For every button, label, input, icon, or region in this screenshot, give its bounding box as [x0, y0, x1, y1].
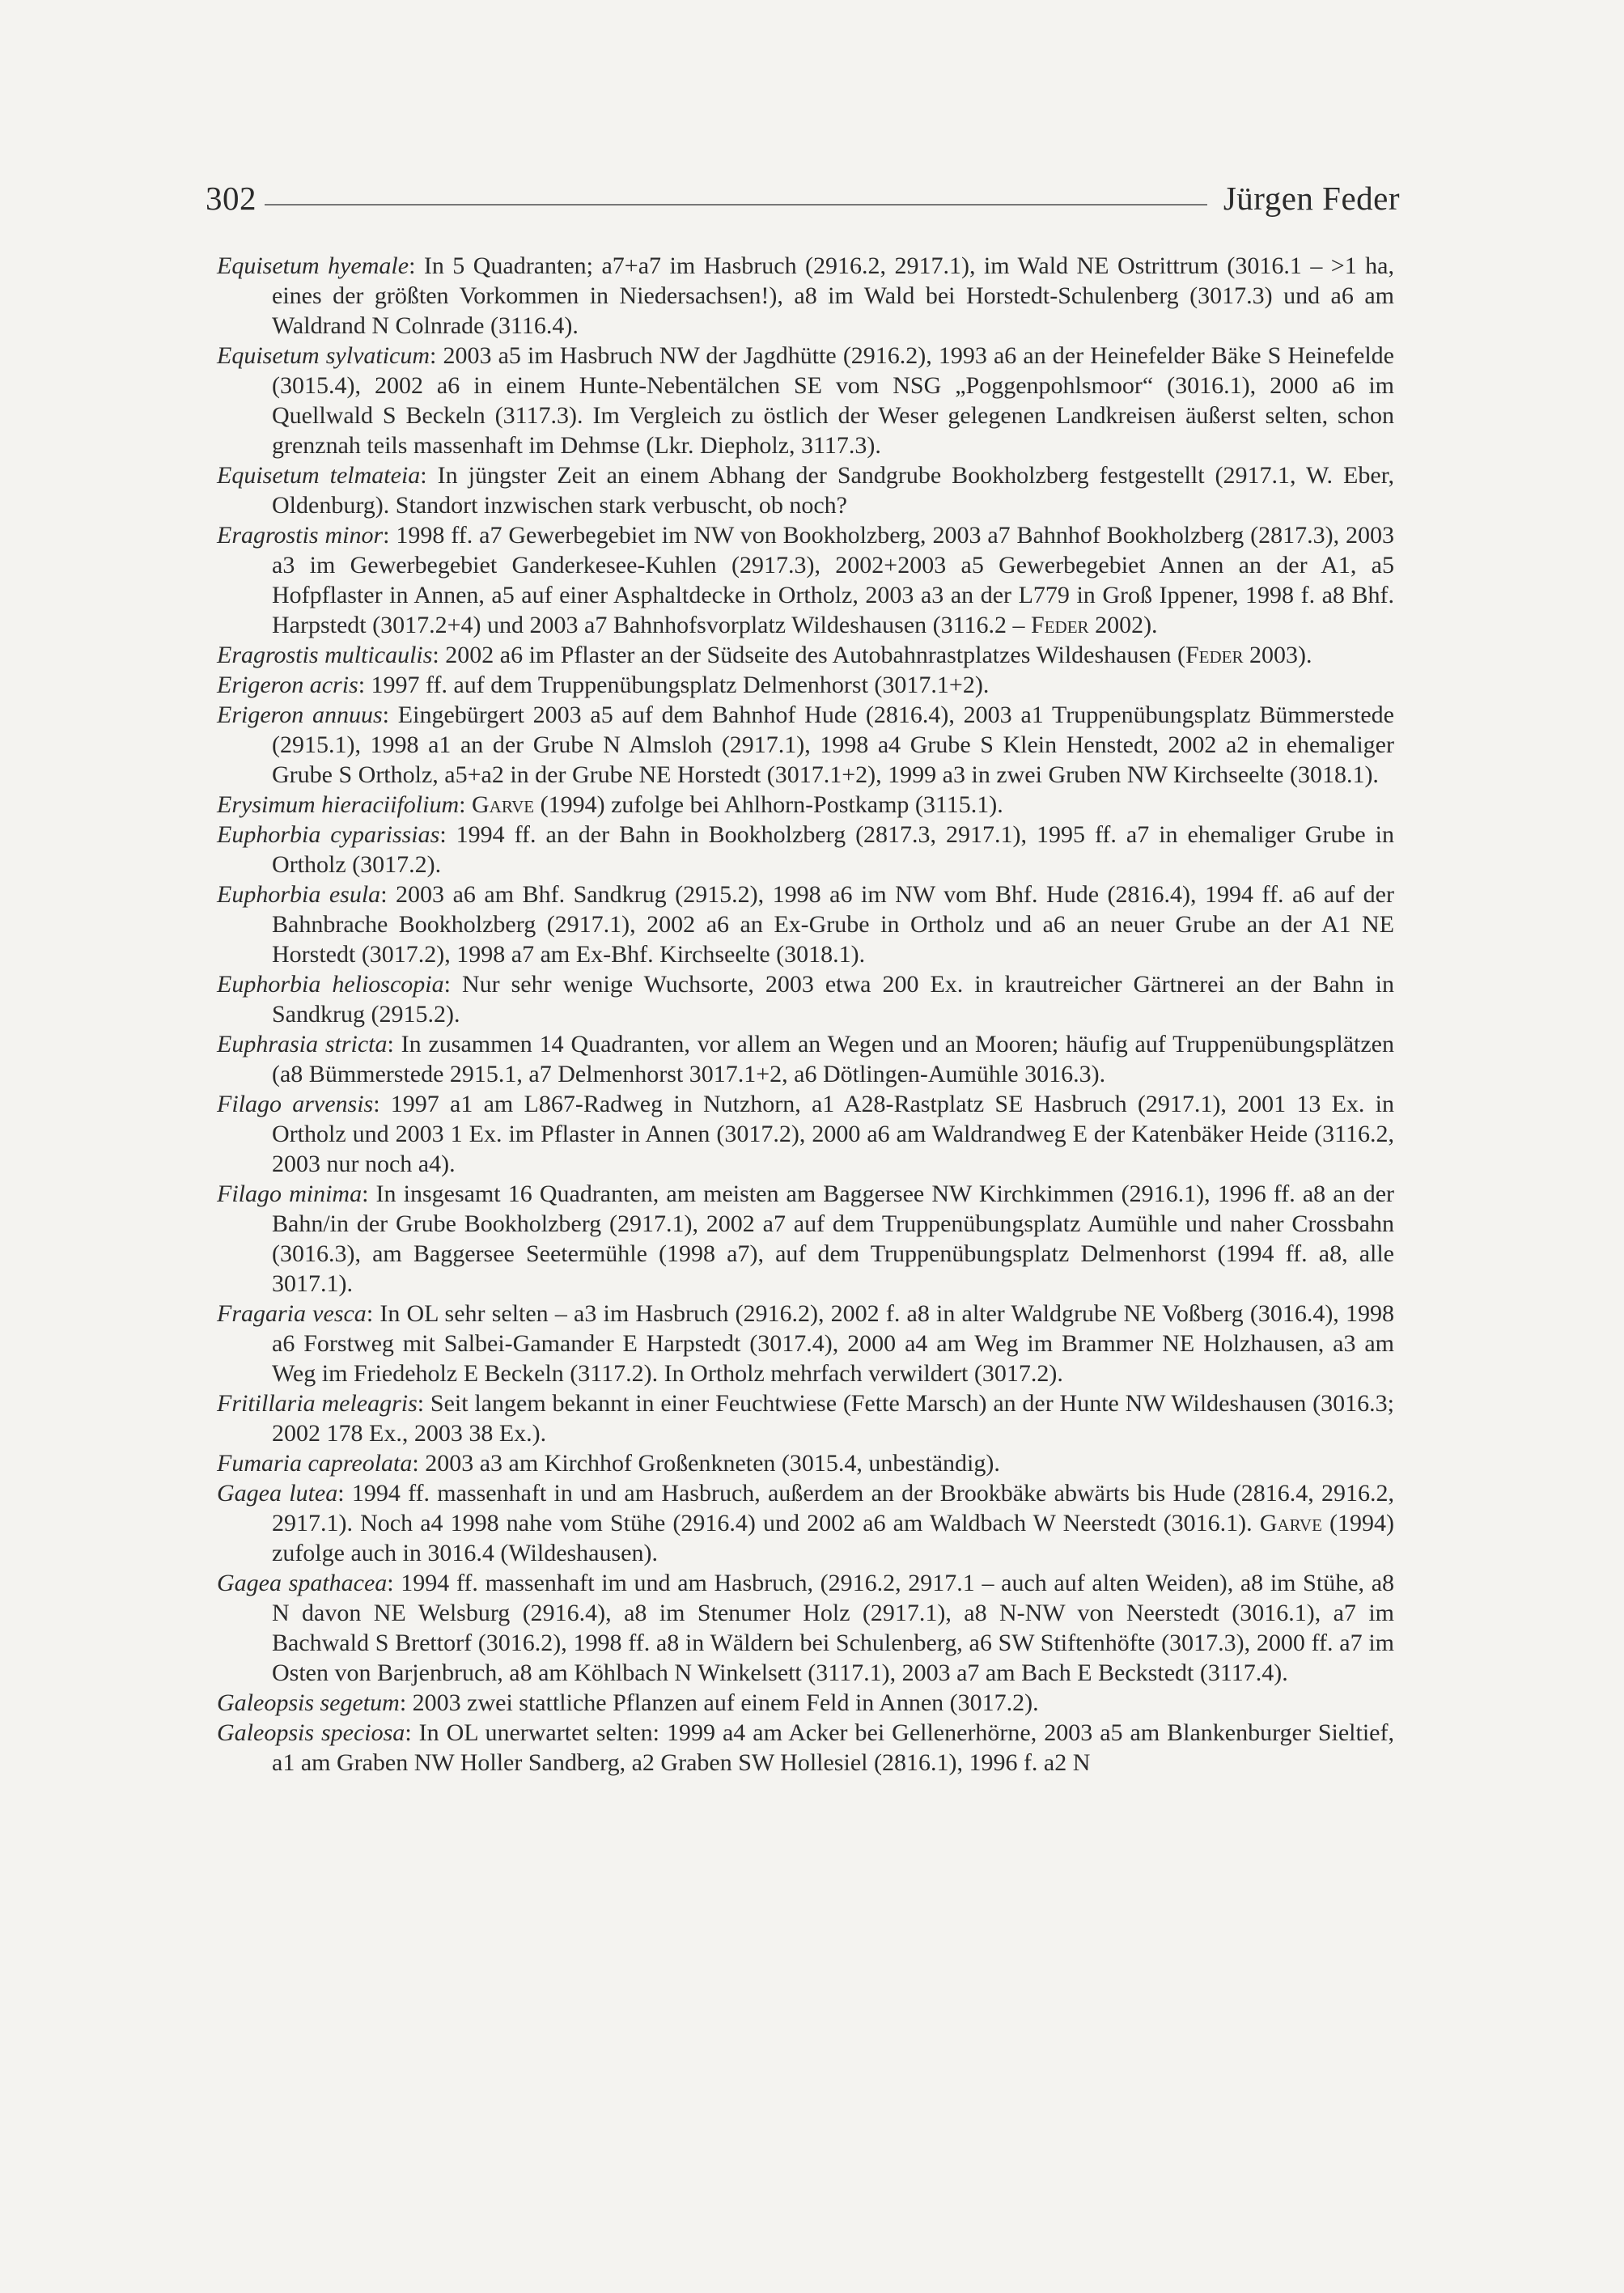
species-name: Fragaria vesca [217, 1300, 367, 1327]
species-name: Euphorbia helioscopia [217, 971, 444, 998]
species-entry [217, 460, 1394, 520]
entry-text: : 1997 ff. auf dem Truppenübungsplatz Delmenhorst (3017.1+2). [358, 672, 990, 698]
header-rule [265, 204, 1207, 206]
species-entry [217, 1299, 1394, 1388]
entry-text: : Seit langem bekannt in einer Feuchtwiese (Fette Marsch) an der Hunte NW Wildeshausen (3016.3; 2002 178 Ex., 2003 38 Ex.). [272, 1390, 1395, 1447]
species-entry [217, 820, 1394, 879]
page-number: 302 [206, 180, 257, 217]
entry-text: : 1997 a1 am L867-Radweg in Nutzhorn, a1 A28-Rastplatz SE Hasbruch (2917.1), 2001 13 Ex. in Ortholz und 2003 1 Ex. im Pflaster in Annen (3017.2), 2000 a6 am Waldrandweg E der Katenbäker Heide (3116.2, 2003 nur noch a4). [272, 1091, 1394, 1177]
species-entry [217, 1089, 1394, 1179]
author-name: Jürgen Feder [1223, 180, 1400, 217]
species-name: Gagea spathacea [217, 1570, 388, 1596]
entry-text: : In zusammen 14 Quadranten, vor allem an Wegen und an Mooren; häufig auf Truppenübungsplätzen (a8 Bümmerstede 2915.1, a7 Delmenhorst 3017.1+2, a6 Dötlingen-Aumühle 3016.3). [272, 1031, 1394, 1087]
entry-text: : 2002 a6 im Pflaster an der Südseite des Autobahnrastplatzes Wildeshausen ( [432, 642, 1185, 668]
species-name: Erysimum hieraciifolium [217, 791, 460, 818]
species-entry [217, 1179, 1394, 1299]
species-entry [217, 670, 1394, 700]
entry-text: : 1994 ff. an der Bahn in Bookholzberg (2817.3, 2917.1), 1995 ff. a7 in ehemaliger Grube in Ortholz (3017.2). [272, 821, 1394, 878]
species-name: Fritillaria meleagris [217, 1390, 418, 1417]
running-header [206, 160, 1400, 217]
species-entry [217, 1688, 1394, 1718]
entry-text: : 2003 a3 am Kirchhof Großenkneten (3015.4, unbeständig). [412, 1450, 1000, 1477]
entry-text: : In insgesamt 16 Quadranten, am meisten am Baggersee NW Kirchkimmen (2916.1), 1996 ff. a8 an der Bahn/in der Grube Bookholzberg (2917.1), 2002 a7 auf dem Truppenübungsplatz Aumühle und naher Crossbahn (3016.3), am Baggersee Seetermühle (1998 a7), auf dem Truppenübungsplatz Delmenhorst (1994 ff. a8, alle 3017.1). [272, 1180, 1395, 1297]
cited-author: Feder [1185, 642, 1244, 668]
species-name: Galeopsis speciosa [217, 1719, 405, 1746]
species-entry [217, 1448, 1394, 1478]
species-entry [217, 700, 1394, 790]
species-entry [217, 251, 1394, 341]
entry-text: : 1994 ff. massenhaft im und am Hasbruch, (2916.2, 2917.1 – auch auf alten Weiden), a8 im Stühe, a8 N davon NE Welsburg (2916.4), a8 im Stenumer Holz (2917.1), a8 N-NW von Neerstedt (3016.1), a7 im Bachwald S Brettorf (3016.2), 1998 ff. a8 in Wäldern bei Schulenberg, a6 SW Stiftenhöfte (3017.3), 2000 ff. a7 im Osten von Barjenbruch, a8 am Köhlbach N Winkelsett (3117.1), 2003 a7 am Bach E Beckstedt (3117.4). [272, 1570, 1395, 1686]
species-name: Erigeron annuus [217, 701, 383, 728]
species-name: Gagea lutea [217, 1480, 338, 1507]
species-name: Equisetum sylvaticum [217, 342, 430, 369]
species-entry [217, 520, 1394, 640]
species-entry [217, 1029, 1394, 1089]
entry-text: : In 5 Quadranten; a7+a7 im Hasbruch (2916.2, 2917.1), im Wald NE Ostrittrum (3016.1 – >1 ha, eines der größten Vorkommen in Niedersachsen!), a8 im Wald bei Horstedt-Schulenberg (3017.3) und a6 am Waldrand N Colnrade (3116.4). [272, 252, 1394, 339]
cited-author: Garve [471, 791, 535, 818]
species-name: Eragrostis minor [217, 522, 384, 549]
species-name: Euphorbia cyparissias [217, 821, 440, 848]
entry-text: : In OL unerwartet selten: 1999 a4 am Acker bei Gellenerhörne, 2003 a5 am Blankenburger Sieltief, a1 am Graben NW Holler Sandberg, a2 Graben SW Hollesiel (2816.1), 1996 f. a2 N [272, 1719, 1394, 1776]
entry-text-continued: (1994) zufolge bei Ahlhorn-Postkamp (3115.1). [534, 791, 1003, 818]
species-entry [217, 790, 1394, 820]
entry-text: : 2003 zwei stattliche Pflanzen auf einem Feld in Annen (3017.2). [399, 1689, 1039, 1716]
cited-author: Feder [1031, 612, 1089, 638]
species-entry [217, 969, 1394, 1029]
species-name: Eragrostis multicaulis [217, 642, 433, 668]
species-entries [217, 251, 1394, 1778]
entry-text: : Nur sehr wenige Wuchsorte, 2003 etwa 200 Ex. in krautreicher Gärtnerei an der Bahn in Sandkrug (2915.2). [272, 971, 1394, 1028]
species-name: Erigeron acris [217, 672, 358, 698]
entry-text: : 1998 ff. a7 Gewerbegebiet im NW von Bookholzberg, 2003 a7 Bahnhof Bookholzberg (2817.3), 2003 a3 im Gewerbegebiet Ganderkesee-Kuhlen (2917.3), 2002+2003 a5 Gewerbegebiet Annen an der A1, a5 Hofpflaster in Annen, a5 auf einer Asphaltdecke in Ortholz, 2003 a3 an der L779 in Groß Ippener, 1998 f. a8 Bhf. Harpstedt (3017.2+4) und 2003 a7 Bahnhofsvorplatz Wildeshausen (3116.2 – [272, 522, 1394, 638]
species-name: Fumaria capreolata [217, 1450, 413, 1477]
entry-text-continued: 2003). [1243, 642, 1312, 668]
species-name: Galeopsis segetum [217, 1689, 400, 1716]
entry-text: : 2003 a6 am Bhf. Sandkrug (2915.2), 1998 a6 im NW vom Bhf. Hude (2816.4), 1994 ff. a6 auf der Bahnbrache Bookholzberg (2917.1), 2002 a6 an Ex-Grube in Ortholz und a6 an neuer Grube an der A1 NE Horstedt (3017.2), 1998 a7 am Ex-Bhf. Kirchseelte (3018.1). [272, 881, 1394, 968]
entry-text: : In jüngster Zeit an einem Abhang der Sandgrube Bookholzberg festgestellt (2917.1, W. Eber, Oldenburg). Standort inzwischen stark verbuscht, ob noch? [272, 462, 1394, 519]
entry-text: : [459, 791, 472, 818]
species-entry [217, 1478, 1394, 1568]
entry-text: : 2003 a5 im Hasbruch NW der Jagdhütte (2916.2), 1993 a6 an der Heinefelder Bäke S Heinefelde (3015.4), 2002 a6 in einem Hunte-Nebentälchen SE vom NSG „Poggenpohlsmoor“ (3016.1), 2000 a6 im Quellwald S Beckeln (3117.3). Im Vergleich zu östlich der Weser gelegenen Landkreisen äußerst selten, schon grenznah teils massenhaft im Dehmse (Lkr. Diepholz, 3117.3). [272, 342, 1394, 459]
entry-text-continued: 2002). [1088, 612, 1158, 638]
entry-text: : In OL sehr selten – a3 im Hasbruch (2916.2), 2002 f. a8 in alter Waldgrube NE Voßberg (3016.4), 1998 a6 Forstweg mit Salbei-Gamander E Harpstedt (3017.4), 2000 a4 am Weg im Brammer NE Holzhausen, a3 am Weg im Friedeholz E Beckeln (3117.2). In Ortholz mehrfach verwildert (3017.2). [272, 1300, 1394, 1387]
species-name: Equisetum hyemale [217, 252, 409, 279]
species-entry [217, 879, 1394, 969]
species-entry [217, 1718, 1394, 1778]
species-name: Equisetum telmateia [217, 462, 421, 489]
species-name: Filago arvensis [217, 1091, 374, 1117]
species-name: Euphrasia stricta [217, 1031, 388, 1057]
entry-text: : 1994 ff. massenhaft in und am Hasbruch, außerdem an der Brookbäke abwärts bis Hude (2816.4, 2916.2, 2917.1). Noch a4 1998 nahe vom Stühe (2916.4) und 2002 a6 am Waldbach W Neerstedt (3016.1). [272, 1480, 1394, 1536]
species-entry [217, 1388, 1394, 1448]
species-entry [217, 341, 1394, 460]
species-entry [217, 1568, 1394, 1688]
entry-text: : Eingebürgert 2003 a5 auf dem Bahnhof Hude (2816.4), 2003 a1 Truppenübungsplatz Bümmerstede (2915.1), 1998 a1 an der Grube N Almsloh (2917.1), 1998 a4 Grube S Klein Henstedt, 2002 a2 in ehemaliger Grube S Ortholz, a5+a2 in der Grube NE Horstedt (3017.1+2), 1999 a3 in zwei Gruben NW Kirchseelte (3018.1). [272, 701, 1394, 788]
cited-author: Garve [1259, 1510, 1322, 1536]
species-name: Filago minima [217, 1180, 363, 1207]
species-entry [217, 640, 1394, 670]
species-name: Euphorbia esula [217, 881, 381, 908]
entry-text-continued: (1994) zufolge auch in 3016.4 (Wildeshausen). [272, 1510, 1395, 1566]
